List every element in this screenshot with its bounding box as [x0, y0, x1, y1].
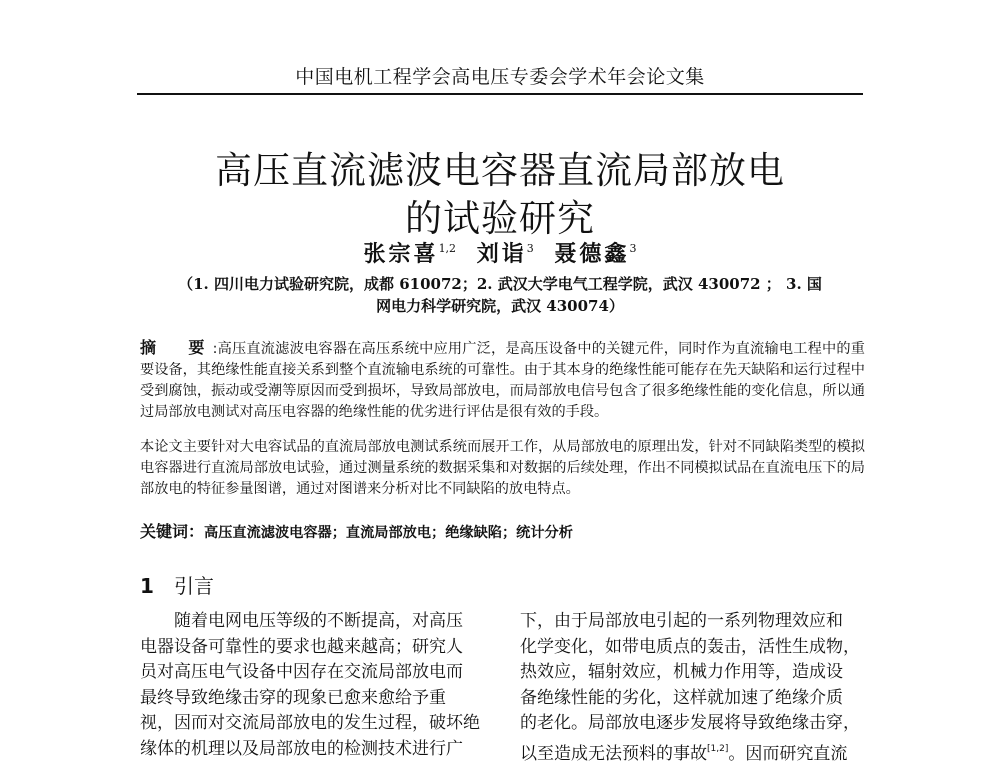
- keywords-label: 关键词：: [140, 522, 204, 541]
- author-name: 聂德鑫: [554, 241, 629, 267]
- body-column-left: [140, 609, 485, 762]
- body-line: 下，由于局部放电引起的一系列物理效应和: [520, 609, 865, 635]
- affiliations: [140, 273, 860, 317]
- body-line: 缘体的机理以及局部放电的检测技术进行广: [140, 737, 485, 763]
- author-name: 刘诣: [477, 241, 527, 267]
- body-line: 最终导致绝缘击穿的现象已愈来愈给予重: [140, 686, 485, 712]
- paper-title-line-1: 高压直流滤波电容器直流局部放电: [0, 140, 1000, 194]
- body-line: 视，因而对交流局部放电的发生过程，破坏绝: [140, 711, 485, 737]
- body-line: 化学变化，如带电质点的轰击，活性生成物，: [520, 635, 865, 661]
- abstract-paragraph-2: 本论文主要针对大电容试品的直流局部放电测试系统而展开工作，从局部放电的原理出发，针对不同缺陷类型的模拟电容器进行直流局部放电试验，通过测量系统的数据采集和对数据的后续处理，作出不同模拟试品在直流电压下的局部放电的特征参量图谱，通过对图谱来分析对比不同缺陷的放电特点。: [140, 437, 865, 500]
- abstract-text-1: 高压直流滤波电容器在高压系统中应用广泛，是高压设备中的关键元件，同时作为直流输电工程中的重要设备，其绝缘性能直接关系到整个直流输电系统的可靠性。由于其本身的绝缘性能可能存在先天缺陷和运行过程中受到腐蚀，振动或受潮等原因而受到损坏，导致局部放电，而局部放电信号包含了很多绝缘性能的变化信息，所以通过局部放电测试对高压电容器的绝缘性能的优劣进行评估是很有效的手段。: [140, 341, 865, 420]
- affiliation-line-2: 网电力科学研究院，武汉 430074）: [140, 295, 860, 317]
- author-affil-mark: 3: [527, 242, 534, 255]
- body-column-right: [520, 609, 865, 767]
- citation[interactable]: [1,2]: [707, 744, 728, 754]
- author-affil-mark: 3: [629, 242, 636, 255]
- body-line: 的老化。局部放电逐步发展将导致绝缘击穿，: [520, 711, 865, 737]
- author-list: [0, 237, 1000, 268]
- body-line: 员对高压电气设备中因存在交流局部放电而: [140, 660, 485, 686]
- header-rule: [137, 93, 863, 95]
- abstract-label: 摘 要: [140, 338, 213, 357]
- section-title: 引言: [174, 574, 214, 598]
- running-header: 中国电机工程学会高电压专委会学术年会论文集: [0, 62, 1000, 89]
- author-name: 张宗喜: [364, 241, 439, 267]
- section-heading: [140, 570, 214, 599]
- keywords-text: 高压直流滤波电容器；直流局部放电；绝缘缺陷；统计分析: [204, 525, 573, 541]
- body-line: 电器设备可靠性的要求也越来越高；研究人: [140, 635, 485, 661]
- section-number: 1: [140, 574, 174, 598]
- body-line: 热效应，辐射效应，机械力作用等，造成设: [520, 660, 865, 686]
- keywords: [140, 519, 865, 542]
- body-text: 以至造成无法预料的事故: [520, 744, 707, 764]
- body-line: 随着电网电压等级的不断提高，对高压: [140, 609, 485, 635]
- author-affil-mark: 1,2: [439, 242, 457, 255]
- body-line-with-citation: [520, 737, 865, 767]
- affiliation-line-1: （1. 四川电力试验研究院，成都 610072；2. 武汉大学电气工程学院，武汉 430072 ； 3. 国: [140, 273, 860, 295]
- body-line: 备绝缘性能的劣化，这样就加速了绝缘介质: [520, 686, 865, 712]
- paper-title-line-2: 的试验研究: [0, 188, 1000, 242]
- abstract-paragraph-1: 摘 要:高压直流滤波电容器在高压系统中应用广泛，是高压设备中的关键元件，同时作为直流输电工程中的重要设备，其绝缘性能直接关系到整个直流输电系统的可靠性。由于其本身的绝缘性能可能存在先天缺陷和运行过程中受到腐蚀，振动或受潮等原因而受到损坏，导致局部放电，而局部放电信号包含了很多绝缘性能的变化信息，所以通过局部放电测试对高压电容器的绝缘性能的优劣进行评估是很有效的手段。: [140, 337, 865, 423]
- body-text: 。因而研究直流: [728, 744, 847, 764]
